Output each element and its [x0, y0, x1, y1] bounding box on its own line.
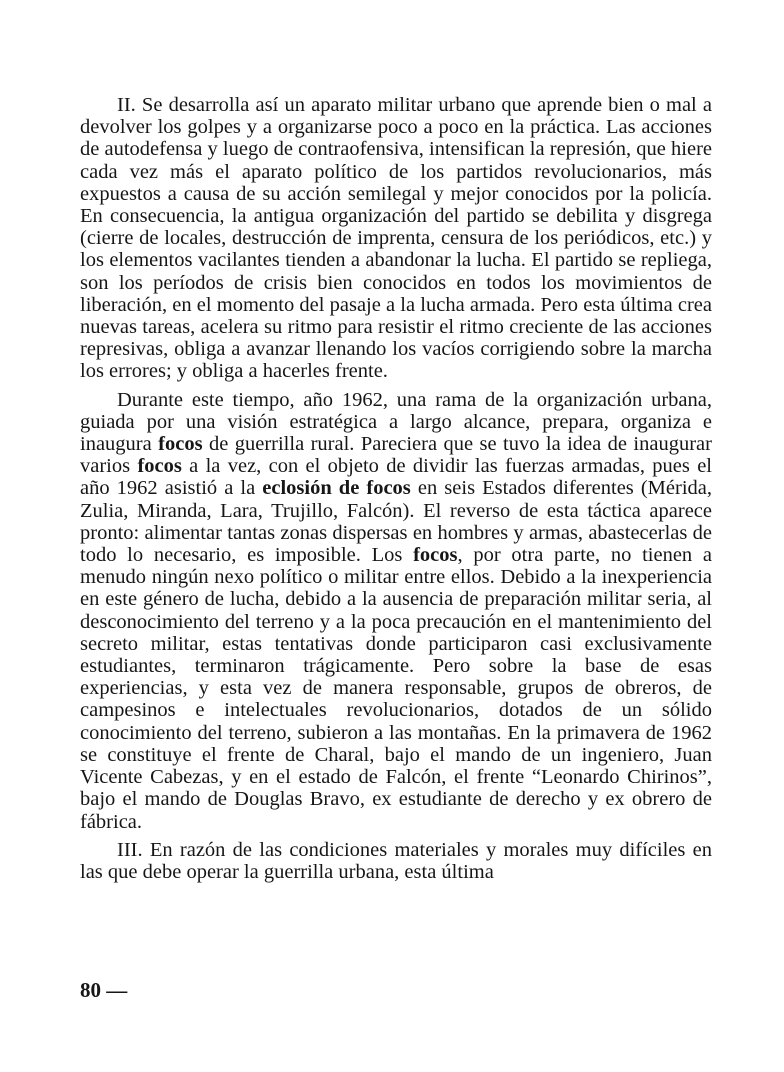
paragraph-2-text: , por otra parte, no tienen a menudo ningún nexo político o militar entre ellos. Debido a la inexperiencia en este género de lucha, debido a la ausencia de preparación militar seria, al desconocimiento del terreno y a la poca precaución en el mantenimiento del secreto militar, estas tentativas donde participaron casi exclusivamente estudiantes, terminaron trágicamente. Pero sobre la base de esas experiencias, y esta vez de manera responsable, grupos de obreros, de campesinos e intelectuales revolucionarios, dotados de un sólido conocimiento del terreno, subieron a las montañas. En la primavera de 1962 se constituye el frente de Charal, bajo el mando de un ingeniero, Juan Vicente Cabezas, y en el estado de Falcón, el frente “Leonardo Chirinos”, bajo el mando de Douglas Bravo, ex estudiante de derecho y ex obrero de fábrica. [80, 544, 712, 833]
paragraph-2-text: en seis Estados diferentes (Mérida, Zulia, Miranda, Lara, Trujillo, Falcón). El reverso de esta táctica aparece pronto: alimentar tantas zonas dispersas en hombres y armas, abastecerlas de todo lo necesario, es imposible. Los [80, 477, 713, 567]
paragraph-1-text: II. Se desarrolla así un aparato militar urbano que aprende bien o mal a devolver los golpes y a organizarse poco a poco en la práctica. Las acciones de autodefensa y luego de contraofensiva, intensifican la represión, que hiere cada vez más el aparato político de los partidos revolucionarios, más expuestos a causa de su acción semilegal y mejor conocidos por la policía. En consecuencia, la antigua organización del partido se debilita y disgrega (cierre de locales, destrucción de imprenta, censura de los periódicos, etc.) y los elementos vacilantes tienden a abandonar la lucha. El partido se repliega, son los períodos de crisis bien conocidos en todos los movimientos de liberación, en el momento del pasaje a la lucha armada. Pero esta última crea nuevas tareas, acelera su ritmo para resistir el ritmo creciente de las acciones represivas, obliga a avanzar llenando los vacíos corrigiendo sobre la marcha los errores; y obliga a hacerles frente. [80, 94, 712, 383]
emphasis-focos: focos [158, 433, 203, 456]
emphasis-focos: focos [137, 455, 182, 478]
emphasis-focos: focos [413, 544, 458, 567]
page-body [80, 94, 712, 883]
paragraph-3 [80, 839, 712, 883]
paragraph-2 [80, 389, 712, 833]
paragraph-2-text: a la vez, con el objeto de dividir las fuerzas armadas, pues el año 1962 asistió a la [80, 455, 712, 500]
paragraph-1 [80, 94, 712, 383]
emphasis-eclosion-de-focos: eclosión de focos [262, 477, 411, 500]
paragraph-2-text: Durante este tiempo, año 1962, una rama de la organización urbana, guiada por una visión estratégica a largo alcance, prepara, organiza e inaugura [80, 388, 712, 456]
page-number: 80 — [80, 978, 128, 1002]
paragraph-3-text: III. En razón de las condiciones materiales y morales muy difíciles en las que debe operar la guerrilla urbana, esta última [80, 838, 712, 883]
paragraph-2-text: de guerrilla rural. Pareciera que se tuvo la idea de inaugurar varios [80, 433, 712, 478]
